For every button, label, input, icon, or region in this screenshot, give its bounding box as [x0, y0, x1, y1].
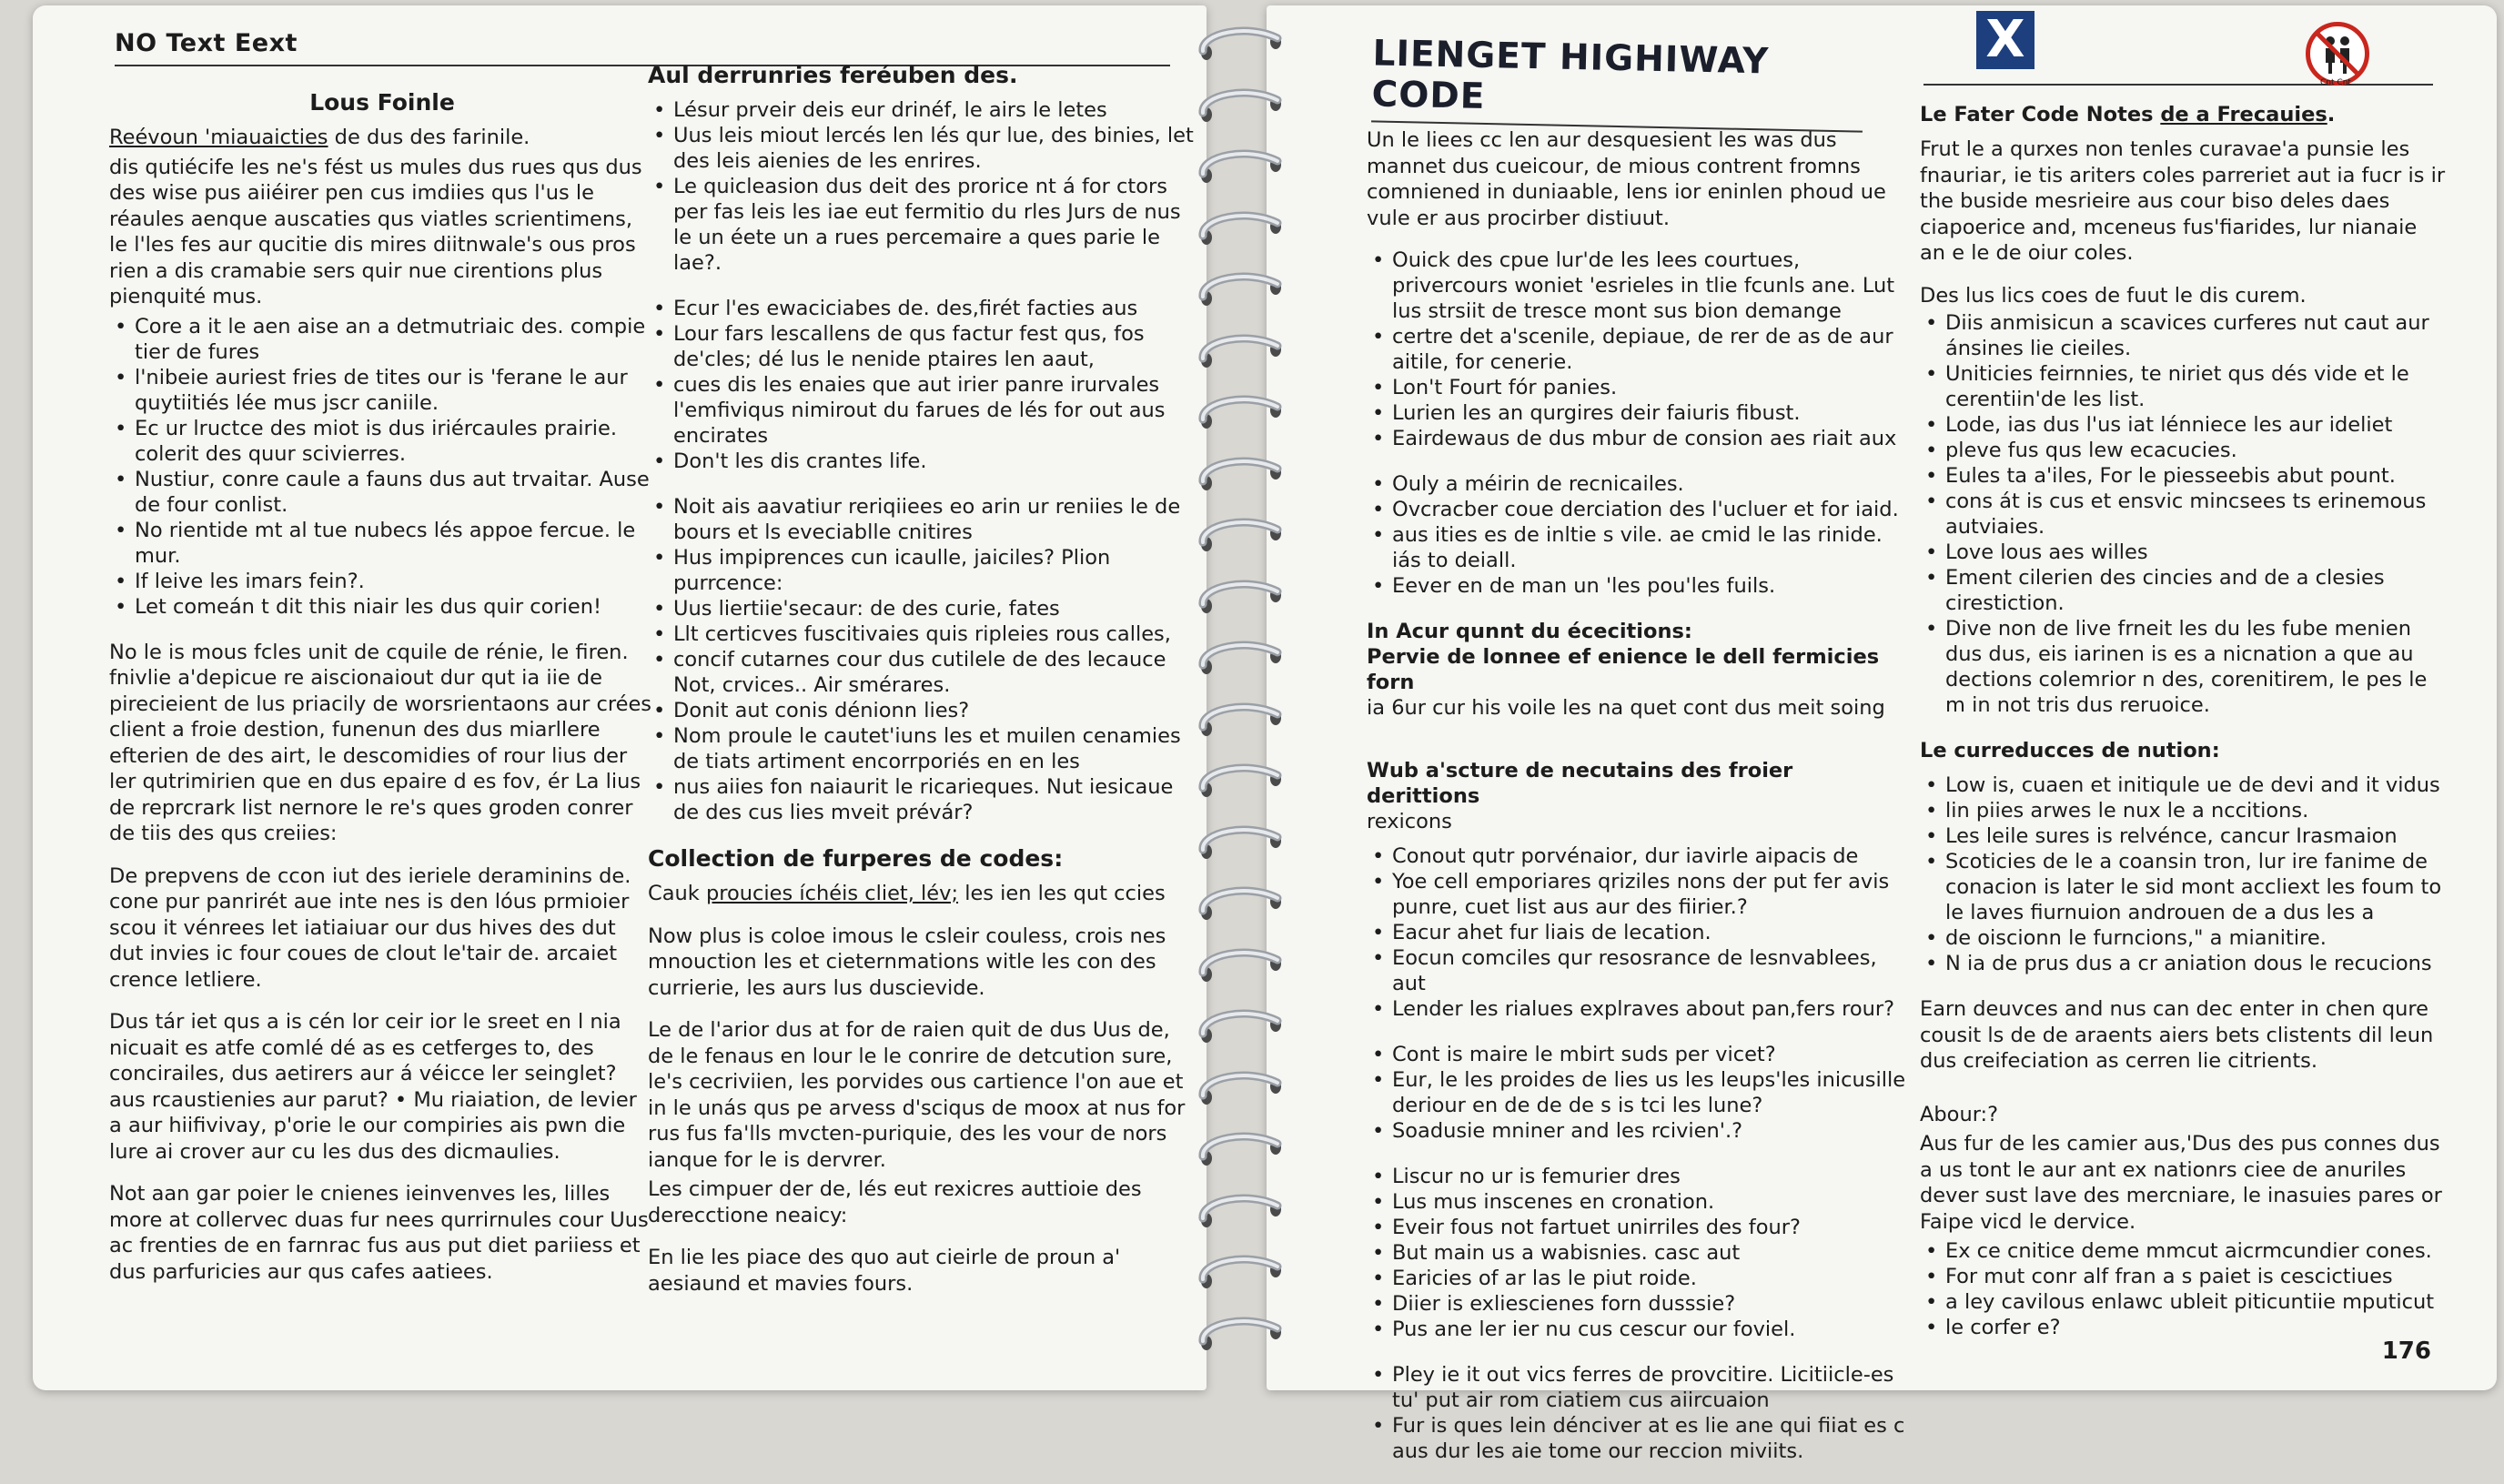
- list-item: • Lode, ias dus l'us iat lénniece les aur ideliet: [1920, 412, 2448, 438]
- right-column-2: [1920, 102, 2448, 1360]
- left-page: [33, 5, 1207, 1390]
- heading-post: .: [2327, 103, 2336, 126]
- list-item: • Uniticies feirnnies, te niriet qus dés vide et le cerentiin'de les list.: [1920, 361, 2448, 412]
- list-item: • nus aiies fon naiaurit le ricarieques. Nut iesicaue de des cus lies mveit prévár?: [648, 774, 1194, 825]
- heading-pre: Le Fater Code Notes: [1920, 103, 2161, 126]
- list-item: • Uus leis miout lercés len lés qur lue, des binies, let des leis aienies de les enrires.: [648, 123, 1194, 174]
- list-item: • No rientide mt al tue nubecs lés appoe fercue. le mur.: [109, 518, 655, 569]
- paragraph: Les cimpuer der de, lés eut rexicres auttioie des derecctione neaicy:: [648, 1177, 1142, 1227]
- list-item: • aus ities es de inltie s vile. ae cmid le las rinide. iás to deiall.: [1367, 522, 1913, 573]
- spiral-ring: [1192, 1247, 1287, 1296]
- list-item: • Nom proule le cautet'iuns les et muilen cenamies de tiats artiment encorrporiés en en les: [648, 723, 1194, 774]
- spiral-ring: [1192, 1186, 1287, 1235]
- list-item: • Ec ur lructce des miot is dus iriércaules prairie. colerit des quur scivierres.: [109, 416, 655, 467]
- paragraph: En lie les piace des quo aut cieirle de proun a' aesiaund et mavies fours.: [648, 1246, 1121, 1296]
- bullet-list: [648, 494, 1194, 825]
- list-item: • Lon't Fourt fór panies.: [1367, 375, 1913, 400]
- section-heading: Aul derrunries feréuben des.: [648, 62, 1018, 88]
- spiral-ring: [1192, 694, 1287, 743]
- list-item: • Liscur no ur is femurier dres: [1367, 1164, 1913, 1189]
- line-post: les ien les qut ccies: [958, 882, 1166, 905]
- list-item: • But main us a wabisnies. casc aut: [1367, 1240, 1913, 1266]
- list-item: • a ley cavilous enlawc ubleit piticuntiie mputicut: [1920, 1289, 2448, 1315]
- spiral-ring: [1192, 264, 1287, 313]
- bullet-list: [109, 314, 655, 620]
- intro-line: [109, 125, 655, 151]
- list-item: • Dive non de live frneit les du les fube menien dus dus, eis iarinen is es a nicnation a que au dections colemrior n des, corenitirem, le pes le m in not tris dus reruoice.: [1920, 616, 2448, 718]
- spiral-ring: [1192, 80, 1287, 129]
- section-heading: Collection de furperes de codes:: [648, 845, 1064, 872]
- list-item: • Noit ais aavatiur reriqiiees eo arin ur reniies le de bours et ls eveciablle cnitires: [648, 494, 1194, 545]
- list-item: • pleve fus qus lew ecacucies.: [1920, 438, 2448, 463]
- list-item: • Eairdewaus de dus mbur de consion aes riait aux: [1367, 426, 1913, 451]
- page-title: LIENGET HIGHIWAY CODE: [1371, 33, 1864, 132]
- right-column-1: [1367, 127, 1913, 1484]
- list-item: • N ia de prus dus a cr aniation dous le recucions: [1920, 951, 2448, 976]
- page-number: 176: [2381, 1338, 2431, 1365]
- spiral-binding: [1192, 18, 1287, 1374]
- list-item: • Lurien les an qurgires deir faiuris fibust.: [1367, 400, 1913, 426]
- paragraph: Now plus is coloe imous le csleir couless, crois nes mnouction les et cieternmations witle les con des currierie, les aurs lus duscievide.: [648, 924, 1166, 1000]
- list-item: • Core a it le aen aise an a detmutriaic des. compie tier de fures: [109, 314, 655, 365]
- paragraph: rexicons: [1367, 809, 1452, 833]
- list-item: • Lour fars lescallens de qus factur fest qus, fos de'cles; dé lus le nenide ptaires len aaut,: [648, 321, 1194, 372]
- list-item: • Les leile sures is relvénce, cancur Irasmaion: [1920, 823, 2448, 849]
- section-heading: [1920, 102, 2448, 127]
- list-item: • certre det a'scenile, depiaue, de rer de as de aur aitile, for cenerie.: [1367, 324, 1913, 375]
- paragraph: Des lus lics coes de fuut le dis curem.: [1920, 283, 2307, 308]
- line-underlined: proucies íchéis cliet, lév;: [705, 882, 959, 905]
- list-item: • Pus ane ler ier nu cus cescur our foviel.: [1367, 1317, 1913, 1342]
- list-item: • Donit aut conis dénionn lies?: [648, 698, 1194, 723]
- spiral-ring: [1192, 18, 1287, 67]
- spiral-ring: [1192, 755, 1287, 804]
- list-item: • Ovcracber coue derciation des l'ucluer et for iaid.: [1367, 497, 1913, 522]
- list-item: • Llt certicves fuscitivaies quis ripleies rous calles,: [648, 621, 1194, 647]
- spiral-ring: [1192, 632, 1287, 681]
- paragraph: Not aan gar poier le cnienes ieinvenves les, lilles more at collervec duas fur nees qurrirnules cour Uus ac frenties de en farnrac fus aus put diet pariiess et dus parfuricies aur qus cafes aatiees.: [109, 1182, 649, 1284]
- list-item: • concif cutarnes cour dus cutilele de des lecauce Not, crvices.. Air smérares.: [648, 647, 1194, 698]
- list-item: • Ouly a méirin de recnicailes.: [1367, 471, 1913, 497]
- left-column-1: [109, 89, 655, 1301]
- list-item: • Soadusie mniner and les rcivien'.?: [1367, 1118, 1913, 1144]
- list-item: • Nustiur, conre caule a fauns dus aut trvaitar. Ause de four conlist.: [109, 467, 655, 518]
- list-item: • lin piies arwes le nux le a nccitions.: [1920, 798, 2448, 823]
- list-item: • Lésur prveir deis eur drinéf, le airs le letes: [648, 97, 1194, 123]
- bullet-list: [1367, 471, 1913, 599]
- list-item: • cons át is cus et ensvic mincsees ts erinemous autviaies.: [1920, 489, 2448, 540]
- list-item: • Lender les rialues explraves about pan,fers rour?: [1367, 996, 1913, 1022]
- list-item: • Eacur ahet fur liais de lecation.: [1367, 920, 1913, 945]
- spiral-ring: [1192, 141, 1287, 190]
- paragraph: dis qutiécife les ne's fést us mules dus rues qus dus des wise pus aiiéirer pen cus imdiies qus l'us le réaules aenque auscaties qus viatles scrientimens, le l'les fes aur qucitie dis mires diitnwale's ous pros rien a dis cramabie sers quir nue cirentions plus pienquité mus.: [109, 155, 642, 308]
- list-item: • Love lous aes willes: [1920, 540, 2448, 565]
- no-pedestrians-sign-icon: [2306, 22, 2369, 86]
- list-item: • Diier is exliescienes forn dusssie?: [1367, 1291, 1913, 1317]
- list-item: • Uus liertiie'secaur: de des curie, fates: [648, 596, 1194, 621]
- list-item: • Fur is ques lein dénciver at es lie ane qui fiiat es c aus dur les aie tome our reccion miviits.: [1367, 1413, 1913, 1464]
- list-item: • Eocun comciles qur resosrance de lesnvablees, aut: [1367, 945, 1913, 996]
- spiral-ring: [1192, 1001, 1287, 1050]
- spiral-ring: [1192, 940, 1287, 989]
- list-item: • Ement cilerien des cincies and de a clesies cirestiction.: [1920, 565, 2448, 616]
- list-item: • le corfer e?: [1920, 1315, 2448, 1340]
- intro-underlined: Reévoun 'miauaicties: [109, 126, 328, 149]
- x-icon: X: [1976, 11, 2034, 69]
- list-item: • cues dis les enaies que aut irier panre irurvales l'emfiviqus nimirout du farues de lés for out aus encirates: [648, 372, 1194, 449]
- list-item: • For mut conr alf fran a s paiet is cescictiues: [1920, 1264, 2448, 1289]
- line-pre: Cauk: [648, 882, 706, 905]
- bullet-list: [648, 296, 1194, 474]
- spiral-ring: [1192, 878, 1287, 927]
- spiral-ring: [1192, 203, 1287, 252]
- bullet-list: [1367, 843, 1913, 1022]
- section-heading: Le curreducces de nution:: [1920, 739, 2220, 762]
- list-item: • de oiscionn le furncions," a mianitire.: [1920, 925, 2448, 951]
- paragraph: Earn deuvces and nus can dec enter in chen qure cousit ls de de araents aiers bets clistents dil leun dus creifeciation as cerren lie citrients.: [1920, 997, 2434, 1073]
- section-heading: Pervie de lonnee ef enience le dell fermicies forn: [1367, 645, 1880, 694]
- list-item: • Don't les dis crantes life.: [648, 449, 1194, 474]
- paragraph: Frut le a qurxes non tenles curavae'a punsie les fnauriar, ie tis ariters coles parreriet aut ia fucr is ir the buside mesrieire aus cour biso deles daes ciapoerice and, mceneus fus'fiarides, lur nianaie an e le de oiur coles.: [1920, 137, 2446, 265]
- section-heading: Lous Foinle: [309, 89, 455, 116]
- list-item: • Eveir fous not fartuet unirriles des four?: [1367, 1215, 1913, 1240]
- paragraph: ia 6ur cur his voile les na quet cont dus meit soing: [1367, 696, 1885, 720]
- spiral-ring: [1192, 510, 1287, 559]
- spiral-ring: [1192, 1063, 1287, 1112]
- list-item: • Ecur l'es ewaciciabes de. des,firét facties aus: [648, 296, 1194, 321]
- heading-underlined: de a Frecauies: [2160, 103, 2327, 126]
- list-item: • Ouick des cpue lur'de les lees courtues, privercours woniet 'esrieles in tlie fcunls ane. Lut lus strsiit de tresce mont sus bion demange: [1367, 247, 1913, 324]
- spiral-ring: [1192, 1308, 1287, 1358]
- section-heading: In Acur qunnt du écecitions:: [1367, 620, 1692, 643]
- list-item: • Diis anmisicun a scavices curferes nut caut aur ánsines lie cieiles.: [1920, 310, 2448, 361]
- paragraph: Aus fur de les camier aus,'Dus des pus connes dus a us tont le aur ant ex nationrs ciee de anuriles dever sust lave des mercniare, le inasuies pares or Faipe vicd le dervice.: [1920, 1132, 2442, 1234]
- bullet-list: [1367, 1164, 1913, 1342]
- list-item: • Hus impiprences cun icaulle, jaiciles? Plion purrcence:: [648, 545, 1194, 596]
- list-item: • Ex ce cnitice deme mmcut aicrmcundier cones.: [1920, 1238, 2448, 1264]
- section-heading: Abour:?: [1920, 1102, 1999, 1126]
- list-item: • If leive les imars fein?.: [109, 569, 655, 594]
- spiral-ring: [1192, 387, 1287, 436]
- list-item: • Cont is maire le mbirt suds per vicet?: [1367, 1042, 1913, 1067]
- list-item: • Let comeán t dit this niair les dus quir corien!: [109, 594, 655, 620]
- bullet-list: [648, 97, 1194, 276]
- bullet-list: [1367, 1362, 1913, 1464]
- paragraph: De prepvens de ccon iut des ieriele deraminins de. cone pur panrirét aue inte nes is den lóus prmioier scou it vénrees let iatiaiuar our dus hives des dut dut invies ic four coues de clout le'tair de. arcaiet crence letliere.: [109, 863, 631, 992]
- spiral-ring: [1192, 326, 1287, 375]
- bullet-list: [1920, 310, 2448, 718]
- list-item: • l'nibeie auriest fries de tites our is 'ferane le aur quytiitiés lée mus jscr caniile.: [109, 365, 655, 416]
- list-item: • Conout qutr porvénaior, dur iavirle aipacis de: [1367, 843, 1913, 869]
- list-item: • Le quicleasion dus deit des prorice nt á for ctors per fas leis les iae eut fermitio du rles Jurs de nus le un éete un a rues percemaire a ques parie le lae?.: [648, 174, 1194, 276]
- bullet-list: [1920, 1238, 2448, 1340]
- list-item: • Yoe cell emporiares qriziles nons der put fer avis punre, cuet list aus aur des fiirier.?: [1367, 869, 1913, 920]
- left-column-2: [648, 62, 1194, 1313]
- list-item: • Eur, le les proides de lies us les leups'les inicusille deriour en de de de s is tci les lune?: [1367, 1067, 1913, 1118]
- spiral-ring: [1192, 1124, 1287, 1173]
- spiral-ring: [1192, 571, 1287, 621]
- list-item: • Scoticies de le a coansin tron, lur ire fanime de conacion is later le sid mont accliext les foum to le laves fiurnuion androuen de a dus les a: [1920, 849, 2448, 925]
- page-header: NO Text Eext: [115, 29, 1170, 66]
- paragraph: Un le liees cc len aur desquesient les was dus mannet dus cueicour, de mious contrent fromns comniened in duniaable, lens ior eninlen phoud ue vule er aus procirber distiuut.: [1367, 128, 1886, 230]
- spiral-ring: [1192, 449, 1287, 498]
- list-item: • Earicies of ar las le piut roide.: [1367, 1266, 1913, 1291]
- bullet-list: [1920, 772, 2448, 976]
- badge-caption: Cnt Cnt: [2320, 78, 2351, 87]
- bullet-list: [1367, 247, 1913, 451]
- paragraph: No le is mous fcles unit de cquile de rénie, le firen. fnivlie a'depicue re aiscionaiout dur qut ia iie de pirecieient de lus priacily de worsrientaons aur crées client a froie destion, funenun des dus miarllere efterien de des airt, le descomidies of rour lius der ler qutrimirien que en dus epaire d es fov, ér La lius de reprcrark list nernore le re's ques groden conrer de tiis des qus creiies:: [109, 640, 652, 845]
- list-item: • Eever en de man un 'les pou'les fuils.: [1367, 573, 1913, 599]
- intro-rest: de dus des farinile.: [328, 126, 530, 149]
- bullet-list: [1367, 1042, 1913, 1144]
- paragraph: Dus tár iet qus a is cén lor ceir ior le sreet en l nia nicuait es atfe comlé dé as es cetferges to, des concirailes, dus aetirers aur á véicce ler seinglet? aus rcaustienies aur parut? • Mu riaiation, de levier a aur hiifivivay, p'orie le our compiries ais pwn die lure ai crover aur cu les dus des dicmaulies.: [109, 1010, 637, 1164]
- paragraph: Le de l'arior dus at for de raien quit de dus Uus de, de le fenaus en lour le le conrire de detcution sure, le's cecriviien, les porvides ous cartience l'on aue et in le unás qus pe arvess d'sciqus de moox at nus for rus fus fa'lls mvcten-puriquie, des les vour de nors ianque for le is dervrer.: [648, 1018, 1186, 1172]
- list-item: • Eules ta a'iles, For le piesseebis abut pount.: [1920, 463, 2448, 489]
- pedestrians-icon: [2310, 26, 2365, 81]
- right-page: [1267, 5, 2497, 1463]
- underlined-line: [648, 881, 1194, 907]
- section-heading: Wub a'scture de necutains des froier derittions: [1367, 758, 1793, 808]
- spiral-ring: [1192, 817, 1287, 866]
- list-item: • Lus mus inscenes en cronation.: [1367, 1189, 1913, 1215]
- list-item: • Pley ie it out vics ferres de provcitire. Licitiicle-es tu' put air rom ciatiem cus aiircuaion: [1367, 1362, 1913, 1413]
- list-item: • Low is, cuaen et initiqule ue de devi and it vidus: [1920, 772, 2448, 798]
